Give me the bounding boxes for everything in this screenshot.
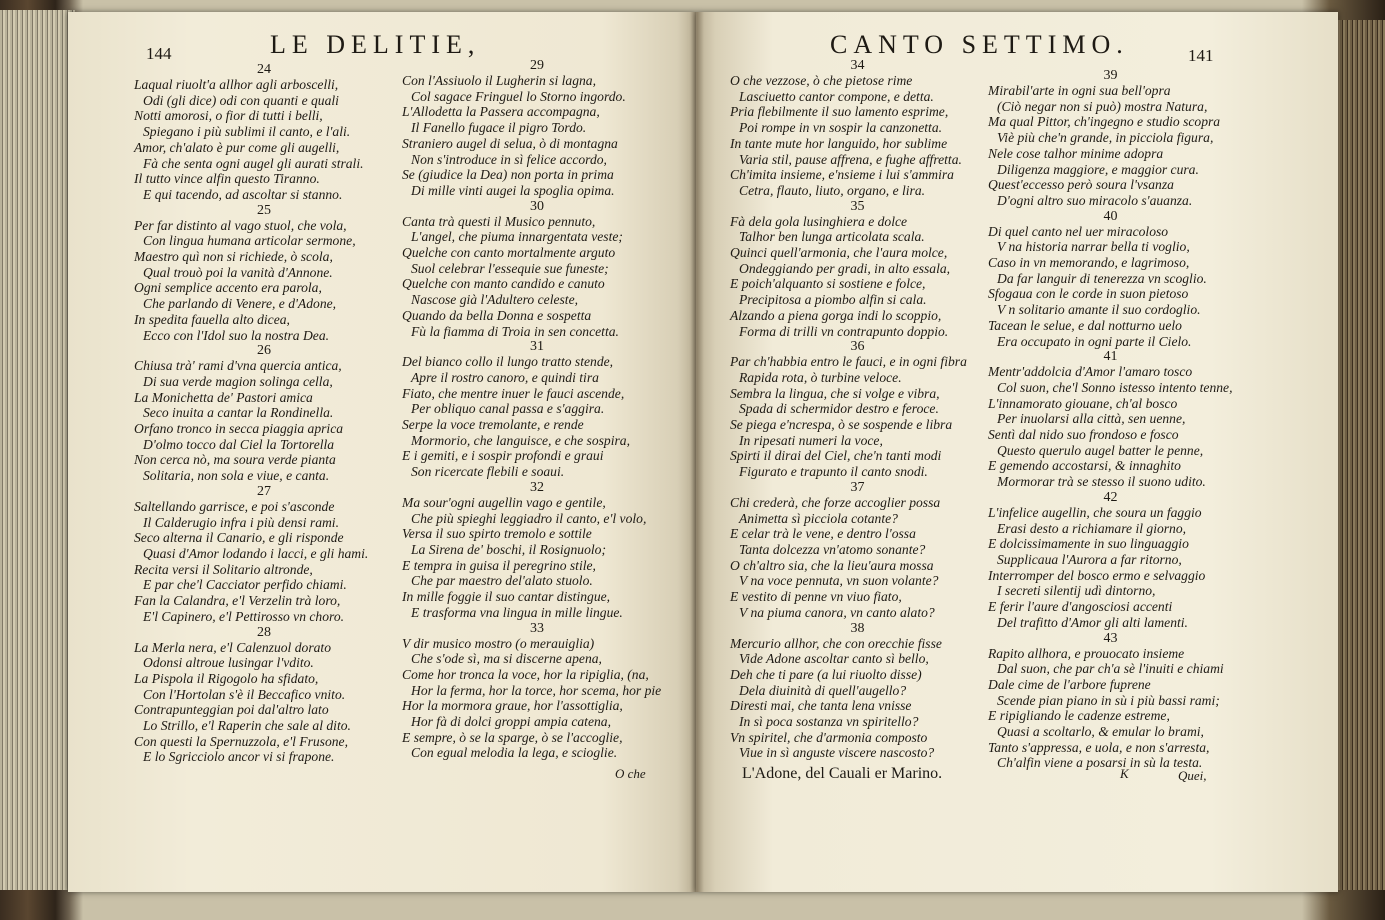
stanza-number: 28	[257, 624, 271, 640]
verse-line: La Pispola il Rigogolo ha sfidato,	[134, 670, 319, 686]
verse-line: Di mille vinti augei la spoglia opima.	[411, 182, 615, 198]
verse-line: Del bianco collo il lungo tratto stende,	[402, 354, 614, 370]
verse-line: La Monichetta de' Pastori amica	[134, 389, 313, 405]
verse-line: Seco alterna il Canario, e gli risponde	[134, 530, 344, 546]
right-column-2	[988, 68, 1233, 771]
stanza-number: 36	[850, 339, 865, 355]
verse-line: Canta trà questi il Musico pennuto,	[402, 213, 596, 229]
stanza	[402, 339, 672, 480]
verse-line: Quando da bella Donna e sospetta	[402, 307, 592, 323]
verse-line: Poi rompe in vn sospir la canzonetta.	[739, 120, 943, 136]
verse-line: Lo Strillo, e'l Raperin che sale al dito.	[143, 718, 351, 734]
verse-line: V n solitario amante il suo cordoglio.	[997, 302, 1201, 318]
right-running-head: CANTO SETTIMO.	[830, 30, 1129, 59]
verse-line: E trasforma vna lingua in mille lingue.	[411, 604, 623, 620]
stanza	[988, 349, 1233, 490]
verse-line: E i gemiti, e i sospir profondi e graui	[402, 448, 604, 464]
verse-line: Ch'imita insieme, e'nsieme i lui s'ammira	[730, 167, 954, 183]
verse-line: Contrapunteggian poi dal'altro lato	[134, 702, 329, 718]
stanza	[134, 625, 394, 766]
verse-line: Hor fà di dolci groppi ampia catena,	[411, 714, 611, 730]
verse-line: Con l'Assiuolo il Lugherin si lagna,	[402, 73, 596, 88]
stanza-number: 32	[530, 479, 544, 495]
stanza-number: 24	[257, 62, 271, 77]
stanza-number: 31	[530, 339, 544, 355]
verse-line: Ondeggiando per gradi, in alto essala,	[739, 260, 951, 276]
verse-line: (Ciò negar non si può) mostra Natura,	[997, 98, 1208, 114]
verse-line: Erasi desto a richiamare il giorno,	[997, 520, 1187, 536]
right-column-1	[730, 58, 985, 761]
verse-line: E qui tacendo, ad ascoltar si stanno.	[143, 186, 343, 202]
verse-line: Straniero augel di selua, ò di montagna	[402, 135, 618, 151]
stanza-number: 33	[530, 620, 544, 636]
verse-line: Seco inuita a cantar la Rondinella.	[143, 405, 334, 421]
verse-line: Quelche con canto mortalmente arguto	[402, 245, 616, 261]
verse-line: Varia stil, pause affrena, e fughe affretta.	[739, 151, 962, 167]
stanza	[730, 199, 985, 340]
verse-line: Odonsi altroue lusingar l'vdito.	[143, 655, 314, 671]
stanza	[402, 58, 672, 199]
verse-line: Hor la ferma, hor la torce, hor scema, hor pie	[411, 682, 662, 698]
verse-line: Spada di schermidor destro e feroce.	[739, 401, 939, 417]
verse-line: Fà dela gola lusinghiera e dolce	[730, 213, 908, 229]
verse-line: Chi crederà, che forze accoglier possa	[730, 494, 941, 510]
verse-line: Hor la mormora graue, hor l'assottiglia,	[402, 698, 623, 714]
verse-line: Interromper del bosco ermo e selvaggio	[988, 567, 1206, 583]
verse-line: Nele cose talhor minime adopra	[988, 145, 1164, 161]
verse-line: Serpe la voce tremolante, e rende	[402, 417, 584, 433]
verse-line: Saltellando garrisce, e poi s'asconde	[134, 498, 335, 514]
verse-line: Come hor tronca la voce, hor la ripiglia, (na,	[402, 666, 649, 682]
verse-line: Mormorar trà se stesso il suono udito.	[997, 474, 1206, 490]
verse-line: E sempre, ò se la sparge, ò se l'accoglie,	[402, 729, 623, 745]
stanza	[988, 490, 1233, 631]
verse-line: Il Calderugio infra i più densi rami.	[143, 514, 339, 530]
stanza	[402, 480, 672, 621]
book-gutter	[690, 12, 704, 892]
verse-line: Lasciuetto cantor compone, e detta.	[739, 88, 934, 104]
stanza	[402, 621, 672, 762]
stanza-number: 40	[1103, 208, 1118, 224]
verse-line: Col suon, che'l Sonno istesso intento tenne,	[997, 379, 1233, 395]
verse-line: In tante mute hor languido, hor sublime	[730, 135, 948, 151]
verse-line: Il tutto vince alfin questo Tiranno.	[134, 171, 320, 187]
verse-line: L'innamorato giouane, ch'al bosco	[988, 395, 1178, 411]
verse-line: Tanta dolcezza vn'atomo sonante?	[739, 541, 926, 557]
verse-line: L'infelice augellin, che soura un faggio	[988, 504, 1202, 520]
left-page-number: 144	[146, 44, 172, 63]
verse-line: Con questi la Spernuzzola, e'l Frusone,	[134, 733, 348, 749]
verse-line: In spedita fauella alto dicea,	[134, 311, 290, 327]
verse-line: Per obliquo canal passa e s'aggira.	[411, 401, 605, 417]
verse-line: Son ricercate flebili e soaui.	[411, 464, 565, 480]
verse-line: Laqual riuolt'a allhor agli arboscelli,	[134, 77, 339, 92]
verse-line: Vn spiritel, che d'armonia composto	[730, 729, 928, 745]
verse-line: Ogni semplice accento era parola,	[134, 280, 322, 296]
verse-line: Fù la fiamma di Troia in sen concetta.	[411, 323, 619, 339]
verse-line: Talhor ben lunga articolata scala.	[739, 229, 925, 245]
verse-line: Alzando a piena gorga indi lo scoppio,	[730, 307, 942, 323]
verse-line: Ecco con l'Idol suo la nostra Dea.	[143, 327, 330, 343]
verse-line: Supplicaua l'Aurora a far ritorno,	[997, 551, 1182, 567]
verse-line: Il Fanello fugace il pigro Tordo.	[411, 120, 587, 136]
left-column-1	[134, 62, 394, 765]
verse-line: Qual trouò poi la vanità d'Annone.	[143, 264, 333, 280]
stanza	[730, 621, 985, 762]
stanza	[134, 62, 394, 203]
verse-line: Chiusa trà' rami d'vna quercia antica,	[134, 358, 342, 374]
verse-line: E par che'l Cacciator perfido chiami.	[143, 577, 347, 593]
verse-line: Che par maestro del'alato stuolo.	[411, 573, 593, 589]
stanza-number: 37	[850, 479, 865, 495]
stanza-number: 38	[850, 620, 865, 636]
verse-line: Con lingua humana articolar sermone,	[143, 233, 356, 249]
stanza	[988, 209, 1233, 350]
stanza-number: 34	[850, 58, 865, 73]
verse-line: Versa il suo spirto tremolo e sottile	[402, 526, 592, 542]
verse-line: Col sagace Fringuel lo Storno ingordo.	[411, 88, 626, 104]
verse-line: Di quel canto nel uer miracoloso	[988, 223, 1169, 239]
verse-line: O che vezzose, ò che pietose rime	[730, 73, 913, 88]
verse-line: Per inuolarsi alla città, sen uenne,	[997, 411, 1186, 427]
verse-line: Fiato, che mentre inuer le fauci ascende,	[402, 385, 625, 401]
verse-line: Se (giudice la Dea) non porta in prima	[402, 167, 614, 183]
verse-line: Ch'alfin viene a posarsi in sù la testa.	[997, 755, 1203, 771]
stanza-number: 30	[530, 198, 544, 214]
verse-line: Con egual melodia la lega, e scioglie.	[411, 745, 618, 761]
verse-line: Caso in vn memorando, e lagrimoso,	[988, 255, 1190, 271]
verse-line: Animetta sì picciola cotante?	[739, 510, 898, 526]
verse-line: Par ch'habbia entro le fauci, e in ogni fibra	[730, 354, 967, 370]
verse-line: D'olmo tocco dal Ciel la Tortorella	[143, 436, 335, 452]
verse-line: Non s'introduce in sì felice accordo,	[411, 151, 607, 167]
stanza-number: 29	[530, 58, 544, 73]
verse-line: Viè più che'n grande, in picciola figura,	[997, 130, 1214, 146]
verse-line: Sfogaua con le corde in suon pietoso	[988, 286, 1189, 302]
verse-line: Tacean le selue, e dal notturno uelo	[988, 317, 1182, 333]
verse-line: Che più spieghi leggiadro il canto, e'l volo,	[411, 510, 647, 526]
verse-line: Mormorio, che languisce, e che sospira,	[411, 432, 630, 448]
verse-line: Per far distinto al vago stuol, che vola,	[134, 217, 347, 233]
verse-line: Del trafitto d'Amor gli alti lamenti.	[997, 614, 1188, 630]
stanza-number: 39	[1103, 68, 1118, 83]
verse-line: Deh che ti pare (a lui riuolto disse)	[730, 666, 922, 682]
stanza	[730, 339, 985, 480]
verse-line: La Merla nera, e'l Calenzuol dorato	[134, 639, 331, 655]
verse-line: Cetra, flauto, liuto, organo, e lira.	[739, 182, 926, 198]
verse-line: Fà che senta ogni augel gli aurati strali.	[143, 155, 364, 171]
verse-line: Dale cime de l'arbore fuprene	[988, 676, 1151, 692]
verse-line: L'angel, che piuma innargentata veste;	[411, 229, 623, 245]
verse-line: E dolcissimamente in suo linguaggio	[988, 536, 1189, 552]
verse-line: Sembra la lingua, che si volge e vibra,	[730, 385, 940, 401]
verse-line: Recita versi il Solitario altronde,	[134, 561, 313, 577]
verse-line: V na piuma canora, vn canto alato?	[739, 604, 935, 620]
verse-line: Forma di trilli vn contrapunto doppio.	[739, 323, 949, 339]
stanza	[988, 68, 1233, 209]
verse-line: Notti amorosi, o fior di tutti i belli,	[134, 108, 323, 124]
verse-line: Spiegano i più sublimi il canto, e l'ali.	[143, 124, 351, 140]
verse-line: I secreti silentij udì dintorno,	[997, 583, 1156, 599]
verse-line: Odi (gli dice) odi con quanti e quali	[143, 92, 339, 108]
verse-line: Diligenza maggiore, e maggior cura.	[997, 161, 1199, 177]
verse-line: E ripigliando le cadenze estreme,	[988, 708, 1170, 724]
stanza	[730, 480, 985, 621]
verse-line: Apre il rostro canoro, e quindi tira	[411, 369, 599, 385]
left-page-edges	[0, 10, 75, 890]
verse-line: Ma sour'ogni augellin vago e gentile,	[402, 494, 606, 510]
stanza-number: 35	[850, 198, 865, 214]
left-catchword: O che	[615, 766, 646, 781]
stanza	[730, 58, 985, 199]
verse-line: Suol celebrar l'essequie sue funeste;	[411, 260, 609, 276]
right-page-number: 141	[1188, 46, 1214, 65]
left-column-2	[402, 58, 672, 761]
verse-line: Mercurio allhor, che con orecchie fisse	[730, 635, 942, 651]
verse-line: E tempra in guisa il peregrino stile,	[402, 557, 596, 573]
verse-line: Scende pian piano in sù i più bassi rami;	[997, 692, 1220, 708]
stanza	[988, 631, 1233, 772]
verse-line: In ripesati numeri la voce,	[739, 432, 883, 448]
verse-line: Nascose già l'Adultero celeste,	[411, 292, 579, 308]
imprint-title: L'Adone, del Cauali er Marino.	[742, 765, 943, 782]
stanza-number: 27	[257, 483, 271, 499]
verse-line: Mirabil'arte in ogni sua bell'opra	[988, 83, 1171, 98]
verse-line: Sentì dal nido suo frondoso e fosco	[988, 427, 1179, 443]
verse-line: Spirti il dirai del Ciel, che'n tanti modi	[730, 448, 942, 464]
verse-line: In mille foggie il suo cantar distingue,	[402, 589, 611, 605]
signature-mark: K	[1120, 766, 1129, 781]
verse-line: Tanto s'appressa, e uola, e non s'arresta,	[988, 739, 1210, 755]
verse-line: Vide Adone ascoltar canto sì bello,	[739, 651, 929, 667]
verse-line: Dela diuinità di quell'augello?	[739, 682, 907, 698]
verse-line: V na historia narrar bella ti voglio,	[997, 239, 1190, 255]
verse-line: Ma qual Pittor, ch'ingegno e studio scopra	[988, 114, 1221, 130]
verse-line: V dir musico mostro (o merauiglia)	[402, 635, 595, 651]
verse-line: V na voce pennuta, vn suon volante?	[739, 573, 939, 589]
verse-line: Con l'Hortolan s'è il Beccafico vnito.	[143, 686, 346, 702]
verse-line: Rapida rota, ò turbine veloce.	[739, 369, 902, 385]
stanza	[134, 484, 394, 625]
verse-line: Quest'eccesso però soura l'vsanza	[988, 177, 1174, 193]
verse-line: E ferir l'aure d'angosciosi accenti	[988, 599, 1173, 615]
verse-line: Figurato e trapunto il canto snodi.	[739, 464, 928, 480]
verse-line: D'ogni altro suo miracolo s'auanza.	[997, 192, 1193, 208]
left-running-head: LE DELITIE,	[270, 30, 481, 59]
stanza	[134, 343, 394, 484]
verse-line: Non cerca nò, ma soura verde pianta	[134, 452, 336, 468]
verse-line: O ch'altro sia, che la lieu'aura mossa	[730, 557, 934, 573]
verse-line: Che parlando di Venere, e d'Adone,	[143, 296, 337, 312]
verse-line: Da far languir di tenerezza vn scoglio.	[997, 270, 1207, 286]
verse-line: E'l Capinero, e'l Pettirosso vn choro.	[143, 608, 345, 624]
right-catchword: Quei,	[1178, 768, 1207, 783]
stanza	[134, 203, 394, 344]
verse-line: La Sirena de' boschi, il Rosignuolo;	[411, 541, 606, 557]
verse-line: Precipitosa a piombo alfin si cala.	[739, 292, 927, 308]
verse-line: E lo Sgricciolo ancor vi si frapone.	[143, 749, 335, 765]
verse-line: Quinci quell'armonia, che l'aura molce,	[730, 245, 948, 261]
stanza-number: 26	[257, 343, 271, 359]
verse-line: Orfano tronco in secca piaggia aprica	[134, 421, 344, 437]
verse-line: Che s'ode sì, ma si discerne apena,	[411, 651, 602, 667]
verse-line: Questo querulo augel batter le penne,	[997, 442, 1204, 458]
verse-line: Quelche con manto candido e canuto	[402, 276, 605, 292]
verse-line: Di sua verde magion solinga cella,	[143, 373, 333, 389]
verse-line: Se piega e'ncrespa, ò se sospende e libra	[730, 417, 953, 433]
verse-line: Solitaria, non sola e viue, e canta.	[143, 468, 330, 484]
stanza-number: 42	[1103, 489, 1118, 505]
verse-line: E celar trà le vene, e dentro l'ossa	[730, 526, 916, 542]
verse-line: E gemendo accostarsi, & innaghito	[988, 458, 1181, 474]
verse-line: Rapito allhora, e prouocato insieme	[988, 645, 1185, 661]
stanza-number: 43	[1103, 630, 1118, 646]
verse-line: Era occupato in ogni parte il Cielo.	[997, 333, 1192, 349]
stanza	[402, 199, 672, 340]
verse-line: E vestito di penne vn viuo fiato,	[730, 589, 902, 605]
verse-line: Fan la Calandra, e'l Verzelin trà loro,	[134, 593, 341, 609]
verse-line: Dal suon, che par ch'a sè l'inuiti e chiami	[997, 661, 1224, 677]
verse-line: Pria flebilmente il suo lamento esprime,	[730, 104, 949, 120]
verse-line: Quasi a scoltarlo, & emular lo brami,	[997, 724, 1204, 740]
verse-line: In sì poca sostanza vn spiritello?	[739, 714, 919, 730]
stanza-number: 25	[257, 202, 271, 218]
verse-line: Diresti mai, che tanta lena vnisse	[730, 698, 912, 714]
verse-line: Quasi d'Amor lodando i lacci, e gli hami.	[143, 545, 369, 561]
verse-line: Amor, ch'alato è pur come gli augelli,	[134, 139, 340, 155]
verse-line: Mentr'addolcia d'Amor l'amaro tosco	[988, 364, 1193, 380]
verse-line: Maestro quì non si richiede, ò scola,	[134, 249, 333, 265]
verse-line: E poich'alquanto si sostiene e folce,	[730, 276, 926, 292]
verse-line: Viue in sì anguste viscere nascosto?	[739, 745, 935, 761]
stanza-number: 41	[1103, 349, 1118, 365]
verse-line: L'Allodetta la Passera accompagna,	[402, 104, 600, 120]
